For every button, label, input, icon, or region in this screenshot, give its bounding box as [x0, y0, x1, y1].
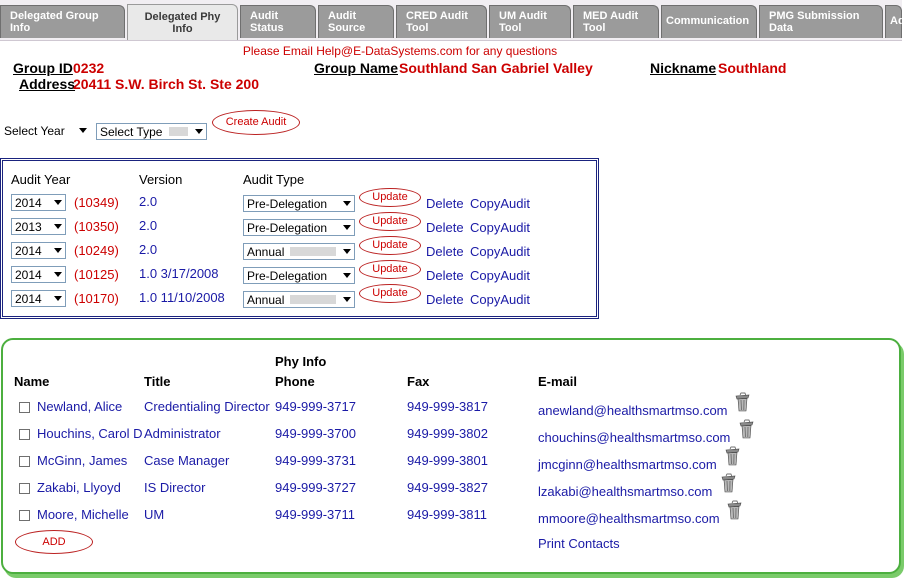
- tab-ad[interactable]: [885, 5, 905, 38]
- tab-audit-status[interactable]: [240, 5, 316, 38]
- tab-bar: [0, 0, 905, 41]
- audit-type-select[interactable]: [243, 243, 355, 260]
- tab-label: Communication: [666, 15, 750, 27]
- contact-name: Moore, Michelle: [37, 507, 129, 522]
- audit-year-select[interactable]: [11, 194, 66, 211]
- audit-id: (10170): [74, 291, 119, 306]
- contact-phone: 949-999-3711: [275, 507, 355, 522]
- contact-email: chouchins@healthsmartmso.com: [538, 430, 731, 445]
- audit-year-select[interactable]: [11, 290, 66, 307]
- contact-name: McGinn, James: [37, 453, 128, 468]
- version-header: Version: [139, 172, 183, 187]
- select-type-dropdown[interactable]: [96, 123, 207, 140]
- tab-med-audit-tool[interactable]: [573, 5, 659, 38]
- tab-label: Info: [10, 22, 31, 34]
- chevron-down-icon: [54, 296, 62, 301]
- contact-checkbox[interactable]: [19, 456, 30, 467]
- chevron-down-icon: [54, 200, 62, 205]
- audit-year-value: 2014: [15, 268, 42, 282]
- select-fill: [290, 247, 336, 256]
- copy-audit-link[interactable]: CopyAudit: [470, 196, 530, 211]
- contact-fax: 949-999-3827: [407, 480, 488, 495]
- contact-fax: 949-999-3817: [407, 399, 488, 414]
- audit-type-value: Pre-Delegation: [247, 221, 328, 235]
- nickname-value: Southland: [718, 60, 787, 76]
- tab-label: CRED Audit: [406, 10, 468, 22]
- audit-version: 2.0: [139, 218, 158, 233]
- contact-phone: 949-999-3727: [275, 480, 356, 495]
- audit-type-select[interactable]: [243, 195, 355, 212]
- tab-label: Ad: [890, 15, 905, 27]
- chevron-down-icon: [343, 225, 351, 230]
- contact-email: lzakabi@healthsmartmso.com: [538, 484, 713, 499]
- phy-info-header: Phy Info: [275, 354, 327, 369]
- delete-link[interactable]: Delete: [426, 292, 464, 307]
- tab-label: Info: [172, 23, 193, 35]
- audit-type-select[interactable]: [243, 291, 355, 308]
- delete-link[interactable]: Delete: [426, 244, 464, 259]
- tab-label: Audit: [328, 10, 357, 22]
- tab-label: Tool: [583, 22, 606, 34]
- trash-icon[interactable]: [738, 419, 755, 439]
- contact-checkbox[interactable]: [19, 483, 30, 494]
- contact-fax: 949-999-3802: [407, 426, 488, 441]
- audit-year-select[interactable]: [11, 266, 66, 283]
- tab-communication[interactable]: [661, 5, 757, 38]
- chevron-down-icon: [54, 248, 62, 253]
- select-type-text: Select Type: [100, 125, 163, 139]
- contacts-panel: [1, 338, 901, 574]
- tab-label: Delegated Group: [10, 10, 99, 22]
- group-name-label: Group Name: [314, 60, 399, 76]
- contact-fax: 949-999-3811: [407, 507, 487, 522]
- tab-cred-audit-tool[interactable]: [396, 5, 487, 38]
- trash-icon[interactable]: [734, 392, 751, 412]
- tab-delegated-group-info[interactable]: [0, 5, 125, 38]
- nickname-label: Nickname: [650, 60, 717, 76]
- tab-label: Audit: [250, 10, 279, 22]
- audit-id: (10125): [74, 267, 119, 282]
- audit-year-select[interactable]: [11, 218, 66, 235]
- tab-label: Source: [328, 22, 366, 34]
- tab-pmg-submission-data[interactable]: [759, 5, 883, 38]
- audit-year-value: 2014: [15, 244, 42, 258]
- contact-title: UM: [144, 507, 165, 522]
- contact-checkbox[interactable]: [19, 402, 30, 413]
- contact-title: IS Director: [144, 480, 206, 495]
- contact-name: Zakabi, Llyoyd: [37, 480, 121, 495]
- contact-title: Credentialing Director: [144, 399, 270, 414]
- audit-id: (10349): [74, 195, 119, 210]
- tab-delegated-phy-info[interactable]: [127, 4, 238, 40]
- chevron-down-icon: [79, 128, 87, 133]
- audit-version: 2.0: [139, 194, 158, 209]
- tab-label: Tool: [499, 22, 522, 34]
- create-audit-button[interactable]: Create Audit: [212, 110, 300, 135]
- audits-panel: [0, 158, 599, 319]
- chevron-down-icon: [54, 272, 62, 277]
- contact-checkbox[interactable]: [19, 429, 30, 440]
- help-notice: Please Email Help@E-DataSystems.com for any questions: [242, 44, 558, 58]
- address-value: 20411 S.W. Birch St. Ste 200: [73, 76, 259, 92]
- audit-year-header: Audit Year: [11, 172, 71, 187]
- audit-year-value: 2014: [15, 292, 42, 306]
- group-name-value: Southland San Gabriel Valley: [399, 60, 593, 76]
- email-header: E-mail: [538, 374, 578, 389]
- tab-audit-source[interactable]: [318, 5, 394, 38]
- audit-version: 1.0 3/17/2008: [139, 266, 219, 281]
- chevron-down-icon: [343, 273, 351, 278]
- name-header: Name: [14, 374, 50, 389]
- add-contact-button[interactable]: ADD: [15, 530, 93, 554]
- update-button[interactable]: Update: [359, 212, 421, 231]
- contact-email: anewland@healthsmartmso.com: [538, 403, 728, 418]
- trash-icon[interactable]: [724, 446, 741, 466]
- print-contacts-link[interactable]: Print Contacts: [538, 536, 620, 551]
- audit-type-header: Audit Type: [243, 172, 305, 187]
- contact-name: Houchins, Carol D: [37, 426, 143, 441]
- audit-year-value: 2013: [15, 220, 42, 234]
- contact-name: Newland, Alice: [37, 399, 123, 414]
- audit-type-value: Pre-Delegation: [247, 197, 328, 211]
- audit-id: (10249): [74, 243, 119, 258]
- audit-type-select[interactable]: [243, 219, 355, 236]
- contact-email: mmoore@healthsmartmso.com: [538, 511, 720, 526]
- title-header: Title: [144, 374, 171, 389]
- audit-type-value: Annual: [247, 293, 285, 307]
- select-year-text: Select Year: [4, 124, 65, 138]
- audit-type-value: Pre-Delegation: [247, 269, 328, 283]
- audit-type-select[interactable]: [243, 267, 355, 284]
- update-button[interactable]: Update: [359, 260, 421, 279]
- select-fill: [290, 295, 336, 304]
- fax-header: Fax: [407, 374, 430, 389]
- chevron-down-icon: [343, 249, 351, 254]
- chevron-down-icon: [54, 224, 62, 229]
- contact-email: jmcginn@healthsmartmso.com: [538, 457, 717, 472]
- tab-label: Tool: [406, 22, 429, 34]
- delete-link[interactable]: Delete: [426, 220, 464, 235]
- update-button[interactable]: Update: [359, 284, 421, 303]
- audit-type-value: Annual: [247, 245, 285, 259]
- address-label: Address: [19, 76, 76, 92]
- select-fill: [169, 127, 188, 136]
- delete-link[interactable]: Delete: [426, 196, 464, 211]
- contact-phone: 949-999-3731: [275, 453, 356, 468]
- chevron-down-icon: [195, 129, 203, 134]
- phone-header: Phone: [275, 374, 315, 389]
- contact-checkbox[interactable]: [19, 510, 30, 521]
- tab-label: Status: [250, 22, 284, 34]
- audit-version: 2.0: [139, 242, 158, 257]
- update-button[interactable]: Update: [359, 188, 421, 207]
- contact-title: Case Manager: [144, 453, 230, 468]
- delete-link[interactable]: Delete: [426, 268, 464, 283]
- select-year-dropdown[interactable]: [1, 123, 90, 140]
- trash-icon[interactable]: [720, 473, 737, 493]
- audit-year-value: 2014: [15, 196, 42, 210]
- copy-audit-link[interactable]: CopyAudit: [470, 220, 530, 235]
- tab-label: Delegated Phy: [144, 11, 221, 23]
- contact-phone: 949-999-3700: [275, 426, 356, 441]
- copy-audit-link[interactable]: CopyAudit: [470, 268, 530, 283]
- audit-id: (10350): [74, 219, 119, 234]
- tab-um-audit-tool[interactable]: [489, 5, 571, 38]
- group-id-label: Group ID: [13, 60, 73, 76]
- tab-label: UM Audit: [499, 10, 547, 22]
- update-button[interactable]: Update: [359, 236, 421, 255]
- tab-label: MED Audit: [583, 10, 639, 22]
- group-id-value: 0232: [73, 60, 105, 76]
- contact-title: Administrator: [144, 426, 221, 441]
- trash-icon[interactable]: [726, 500, 743, 520]
- audit-version: 1.0 11/10/2008: [139, 290, 225, 305]
- copy-audit-link[interactable]: CopyAudit: [470, 244, 530, 259]
- tab-label: Data: [769, 22, 793, 34]
- copy-audit-link[interactable]: CopyAudit: [470, 292, 530, 307]
- tab-label: PMG Submission: [769, 10, 860, 22]
- chevron-down-icon: [343, 201, 351, 206]
- contact-phone: 949-999-3717: [275, 399, 356, 414]
- audit-year-select[interactable]: [11, 242, 66, 259]
- chevron-down-icon: [343, 297, 351, 302]
- contact-fax: 949-999-3801: [407, 453, 488, 468]
